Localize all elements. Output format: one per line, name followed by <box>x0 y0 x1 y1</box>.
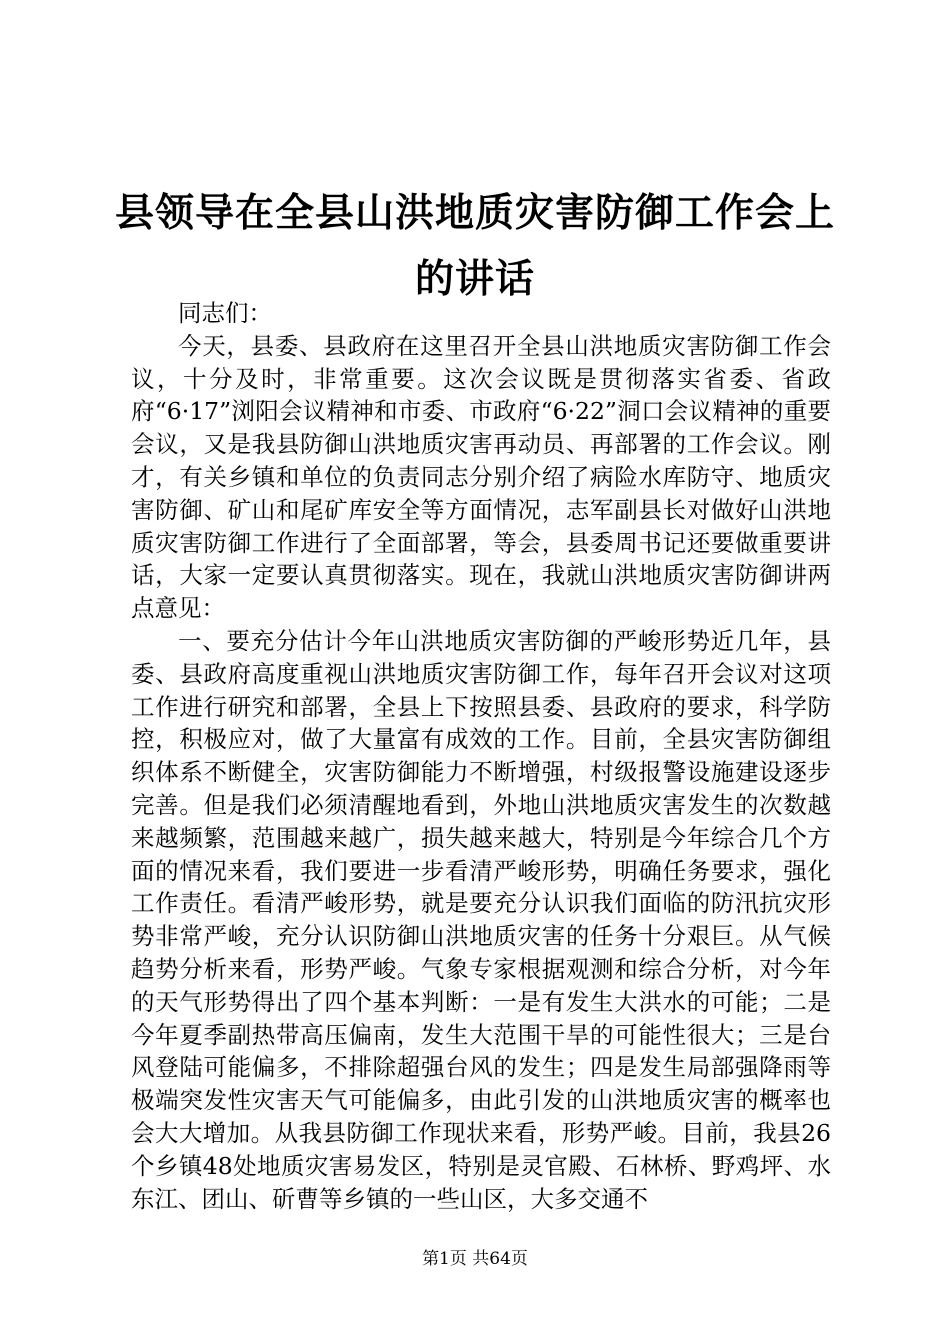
body-paragraph: 一、要充分估计今年山洪地质灾害防御的严峻形势近几年，县委、县政府高度重视山洪地质灾害防御工作，每年召开会议对这项工作进行研究和部署，全县上下按照县委、县政府的要求，科学防控，积极应对，做了大量富有成效的工作。目前，全县灾害防御组织体系不断健全，灾害防御能力不断增强，村级报警设施建设逐步完善。但是我们必须清醒地看到，外地山洪地质灾害发生的次数越来越频繁，范围越来越广，损失越来越大，特别是今年综合几个方面的情况来看，我们要进一步看清严峻形势，明确任务要求，强化工作责任。看清严峻形势，就是要充分认识我们面临的防汛抗灾形势非常严峻，充分认识防御山洪地质灾害的任务十分艰巨。从气候趋势分析来看，形势严峻。气象专家根据观测和综合分析，对今年的天气形势得出了四个基本判断：一是有发生大洪水的可能；二是今年夏季副热带高压偏南，发生大范围干旱的可能性很大；三是台风登陆可能偏多，不排除超强台风的发生；四是发生局部强降雨等极端突发性灾害天气可能偏多，由此引发的山洪地质灾害的概率也会大大增加。从我县防御工作现状来看，形势严峻。目前，我县26个乡镇48处地质灾害易发区，特别是灵官殿、石林桥、野鸡坪、水东江、团山、斫曹等乡镇的一些山区，大多交通不 <box>131 626 831 1213</box>
salutation-paragraph: 同志们： <box>178 299 272 327</box>
document-title: 县领导在全县山洪地质灾害防御工作会上的讲话 <box>114 190 835 302</box>
document-body <box>131 297 831 1215</box>
page-number-footer: 第1页 共64页 <box>422 1249 528 1269</box>
body-paragraph: 今天，县委、县政府在这里召开全县山洪地质灾害防御工作会议，十分及时，非常重要。这次会议既是贯彻落实省委、省政府“6·17”浏阳会议精神和市委、市政府“6·22”洞口会议精神的重要会议，又是我县防御山洪地质灾害再动员、再部署的工作会议。刚才，有关乡镇和单位的负责同志分别介绍了病险水库防守、地质灾害防御、矿山和尾矿库安全等方面情况，志军副县长对做好山洪地质灾害防御工作进行了全面部署，等会，县委周书记还要做重要讲话，大家一定要认真贯彻落实。现在，我就山洪地质灾害防御讲两点意见： <box>131 331 831 623</box>
